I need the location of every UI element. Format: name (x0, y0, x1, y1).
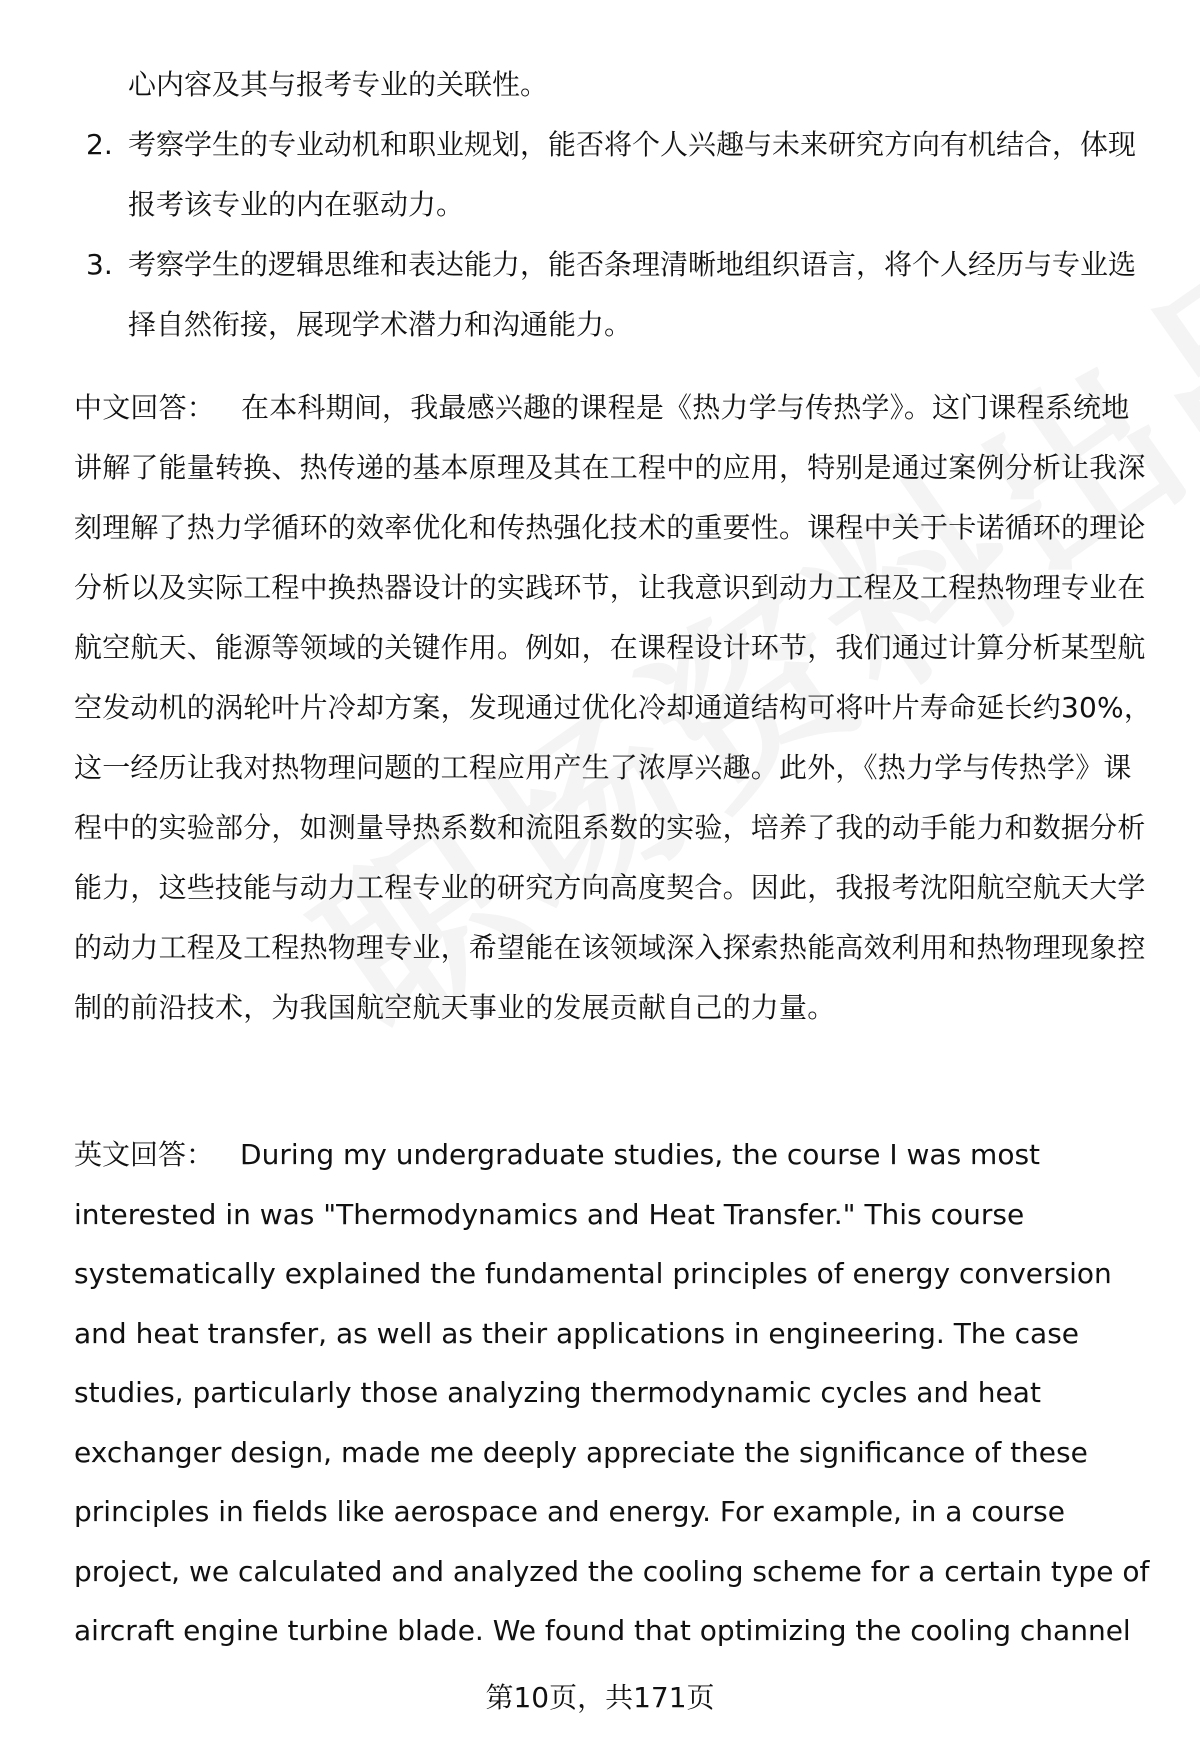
list-continuation: 心内容及其与报考专业的关联性。 (128, 68, 549, 101)
english-answer-label: 英文回答： (74, 1138, 215, 1171)
page-number-footer: 第10页，共171页 (485, 1681, 715, 1714)
list-item (74, 235, 1154, 355)
chinese-answer-paragraph (74, 378, 1156, 1038)
list-item (74, 115, 1154, 235)
english-answer-paragraph (74, 1125, 1164, 1661)
list-item-number: 2. (86, 128, 113, 161)
chinese-answer-label: 中文回答： (74, 391, 216, 424)
english-answer-text: During my undergraduate studies, the course I was most interested in was "Thermodynamics and Heat Transfer." This course systematically explained the fundamental principles of energy conversion and heat transfer, as well as their applications in engineering. The case studies, particularly those analyzing thermodynamic cycles and heat exchanger design, made me deeply appreciate the significance of these principles in fields like aerospace and energy. For example, in a course project, we calculated and analyzed the cooling scheme for a certain type of aircraft engine turbine blade. We found that optimizing the cooling channel (74, 1138, 1150, 1647)
list-item-text: 考察学生的逻辑思维和表达能力，能否条理清晰地组织语言，将个人经历与专业选择自然衔接，展现学术潜力和沟通能力。 (128, 248, 1137, 341)
list-item-text: 考察学生的专业动机和职业规划，能否将个人兴趣与未来研究方向有机结合，体现报考该专业的内在驱动力。 (128, 128, 1137, 221)
list-item-number: 3. (86, 248, 113, 281)
criteria-list (74, 55, 1154, 355)
chinese-answer-text: 在本科期间，我最感兴趣的课程是《热力学与传热学》。这门课程系统地讲解了能量转换、热传递的基本原理及其在工程中的应用，特别是通过案例分析让我深刻理解了热力学循环的效率优化和传热强化技术的重要性。课程中关于卡诺循环的理论分析以及实际工程中换热器设计的实践环节，让我意识到动力工程及工程热物理专业在航空航天、能源等领域的关键作用。例如，在课程设计环节，我们通过计算分析某型航空发动机的涡轮叶片冷却方案，发现通过优化冷却通道结构可将叶片寿命延长约30%，这一经历让我对热物理问题的工程应用产生了浓厚兴趣。此外，《热力学与传热学》课程中的实验部分，如测量导热系数和流阻系数的实验，培养了我的动手能力和数据分析能力，这些技能与动力工程专业的研究方向高度契合。因此，我报考沈阳航空航天大学的动力工程及工程热物理专业，希望能在该领域深入探索热能高效利用和热物理现象控制的前沿技术，为我国航空航天事业的发展贡献自己的力量。 (74, 391, 1153, 1024)
